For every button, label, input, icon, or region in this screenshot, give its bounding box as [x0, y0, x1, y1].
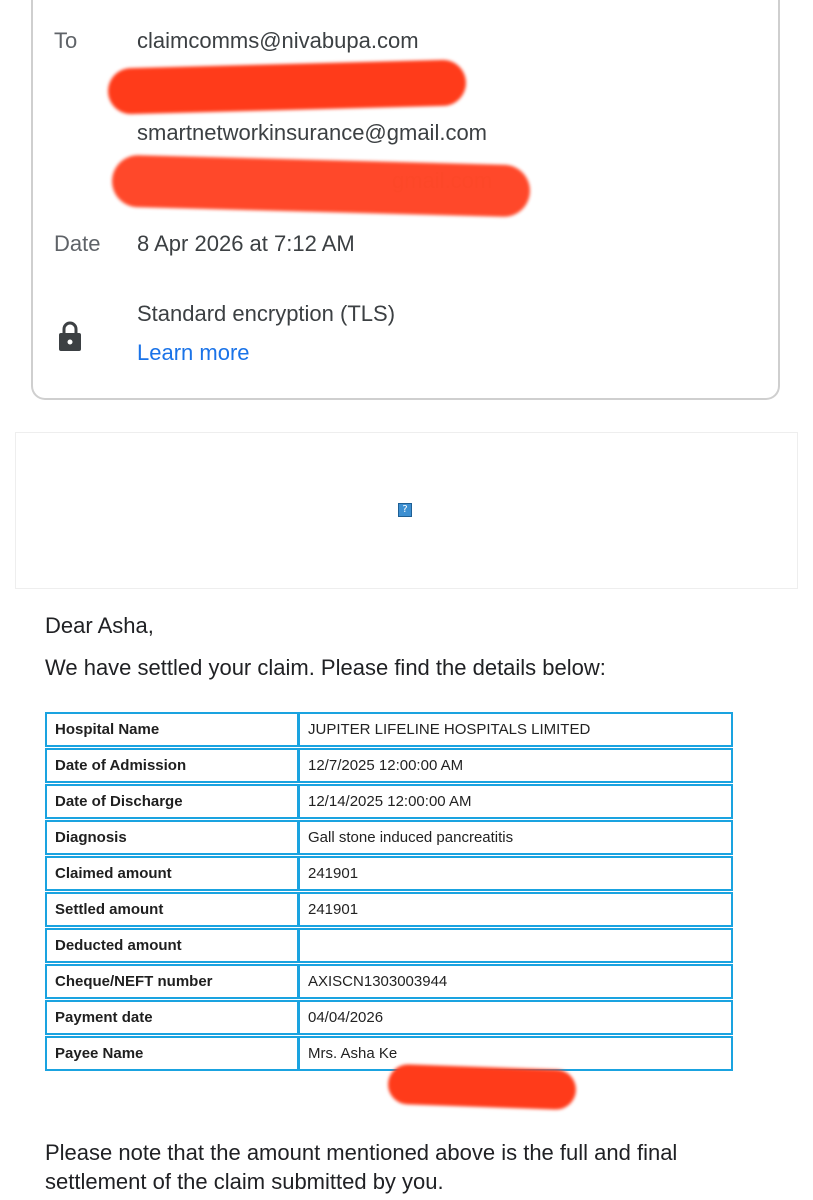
- field-label: Diagnosis: [45, 820, 299, 855]
- learn-more-link[interactable]: Learn more: [137, 340, 250, 365]
- table-row: [45, 1000, 733, 1035]
- field-label: Date of Admission: [45, 748, 299, 783]
- date-label: Date: [54, 231, 101, 256]
- field-value: Gall stone induced pancreatitis: [299, 820, 733, 855]
- table-row: [45, 928, 733, 963]
- email-date: 8 Apr 2026 at 7:12 AM: [137, 231, 355, 256]
- field-value: 241901: [299, 892, 733, 927]
- field-label: Date of Discharge: [45, 784, 299, 819]
- table-row: [45, 712, 733, 747]
- field-label: Settled amount: [45, 892, 299, 927]
- field-label: Payment date: [45, 1000, 299, 1035]
- table-row: [45, 784, 733, 819]
- field-value: JUPITER LIFELINE HOSPITALS LIMITED: [299, 712, 733, 747]
- field-value: [299, 928, 733, 963]
- closing-text: Please note that the amount mentioned above is the full and final: [45, 1140, 678, 1165]
- table-row: [45, 820, 733, 855]
- table-row: [45, 748, 733, 783]
- field-label: Payee Name: [45, 1036, 299, 1071]
- redaction-mark: [387, 1064, 576, 1111]
- closing-text: settlement of the claim submitted by you.: [45, 1169, 444, 1194]
- table-row: [45, 892, 733, 927]
- intro-text: We have settled your claim. Please find the details below:: [45, 655, 606, 680]
- field-label: Claimed amount: [45, 856, 299, 891]
- redaction-mark: [107, 59, 466, 114]
- field-value: 04/04/2026: [299, 1000, 733, 1035]
- greeting: Dear Asha,: [45, 613, 154, 638]
- recipient-email[interactable]: claimcomms@nivabupa.com: [137, 28, 419, 53]
- recipient-email[interactable]: smartnetworkinsurance@gmail.com: [137, 120, 488, 145]
- table-row: [45, 964, 733, 999]
- redaction-mark: [111, 155, 530, 218]
- table-row: [45, 1036, 733, 1071]
- field-value: AXISCN1303003944: [299, 964, 733, 999]
- claim-details-table: [45, 711, 733, 1072]
- field-label: Hospital Name: [45, 712, 299, 747]
- field-label: Deducted amount: [45, 928, 299, 963]
- to-label: To: [54, 28, 78, 53]
- encryption-status: Standard encryption (TLS): [137, 301, 396, 326]
- field-value: Mrs. Asha Ke: [299, 1036, 733, 1071]
- lock-icon: [58, 320, 82, 352]
- field-value: 12/14/2025 12:00:00 AM: [299, 784, 733, 819]
- field-value: 241901: [299, 856, 733, 891]
- field-label: Cheque/NEFT number: [45, 964, 299, 999]
- field-value: 12/7/2025 12:00:00 AM: [299, 748, 733, 783]
- broken-image-icon: ?: [398, 503, 412, 517]
- table-row: [45, 856, 733, 891]
